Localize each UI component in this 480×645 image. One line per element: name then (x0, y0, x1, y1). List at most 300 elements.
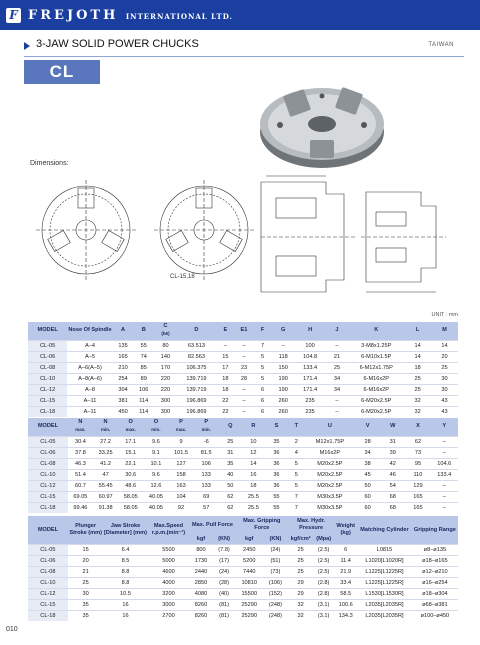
table-cell: – (235, 340, 254, 351)
model-cell: CL-06 (28, 556, 68, 567)
model-cell: CL-08 (28, 362, 67, 373)
table-cell: 32 (288, 600, 313, 611)
t2-header-cell (28, 418, 68, 436)
table-cell: 25 (326, 362, 349, 373)
table-cell: 40.05 (143, 502, 168, 513)
table-cell: 4000 (148, 578, 190, 589)
table-cell: A–8(A–6) (67, 373, 112, 384)
table-cell: 210 (113, 362, 134, 373)
table-cell: – (272, 340, 295, 351)
table-cell: L1225[L1225R] (357, 567, 412, 578)
t1-header-cell (133, 322, 154, 340)
unit-label: UNIT : mm (431, 312, 458, 318)
table-cell: 20 (68, 556, 104, 567)
chuck-photo (250, 70, 390, 175)
table-cell: 10 (242, 436, 265, 447)
table-cell: (24) (213, 567, 236, 578)
t2-header-cell (118, 418, 143, 436)
table-cell: 33.25 (93, 447, 118, 458)
t3-header-cylinder: Matching Cylinder (357, 516, 412, 545)
table-cell: (106) (263, 578, 288, 589)
t1-header-cell (154, 322, 177, 340)
table-cell: (2.8) (313, 589, 334, 600)
table-cell: M30x3.5P (305, 502, 355, 513)
model-cell: CL-18 (28, 611, 68, 622)
table-cell: (2.5) (313, 567, 334, 578)
table-cell: 36 (265, 458, 288, 469)
table-cell: 80 (154, 340, 177, 351)
table-cell: 16 (242, 469, 265, 480)
table-cell: 95 (405, 458, 430, 469)
table-cell: 23 (235, 362, 254, 373)
table-cell: 27.2 (93, 436, 118, 447)
table-cell: 101.5 (168, 447, 193, 458)
table-row (28, 502, 458, 513)
table-cell: ø100–ø450 (412, 611, 458, 622)
t1-header-sub: (h6) (161, 331, 170, 337)
table-cell: 45 (355, 469, 380, 480)
t2-header-cell (93, 418, 118, 436)
dimension-table-2 (28, 418, 458, 513)
table-cell: 30 (431, 384, 458, 395)
table-cell: 165 (405, 502, 430, 513)
table-cell: 260 (272, 406, 295, 417)
dimension-table-1 (28, 322, 458, 417)
t2-header-label: O (153, 419, 159, 426)
t2-header-label: N (103, 419, 108, 426)
model-cell: CL-08 (28, 458, 68, 469)
t1-header-label: L (415, 327, 420, 334)
brand-logo: F (6, 8, 21, 23)
table-cell: 14 (431, 340, 458, 351)
t1-header-cell (404, 322, 431, 340)
table-cell: 25290 (236, 611, 263, 622)
table-cell: 41.2 (93, 458, 118, 469)
table-row (28, 611, 458, 622)
table-cell: 10810 (236, 578, 263, 589)
t1-header-label: B (141, 327, 146, 334)
table-cell: 304 (113, 384, 134, 395)
table-cell: 170 (154, 362, 177, 373)
table-cell: 25 (404, 373, 431, 384)
table-cell: 6-M12x1.75P (348, 362, 404, 373)
table-cell: A–11 (67, 395, 112, 406)
t2-header-cell (242, 418, 265, 436)
table-cell: – (431, 491, 458, 502)
table-cell: 2440 (189, 567, 212, 578)
table-cell: 34 (326, 384, 349, 395)
table-row (28, 447, 458, 458)
table-cell: 40.05 (143, 491, 168, 502)
table-row (28, 589, 458, 600)
table-cell: L1020[L1020R] (357, 556, 412, 567)
country-label: TAIWAN (428, 42, 454, 48)
t2-header-label: X (416, 423, 420, 430)
table-cell: 29 (288, 589, 313, 600)
table-cell: 58.05 (118, 502, 143, 513)
table-row (28, 491, 458, 502)
table-cell: 5 (288, 480, 305, 491)
model-cell: CL-06 (28, 351, 67, 362)
table-cell: 150 (272, 362, 295, 373)
table-row (28, 340, 458, 351)
table-cell: 25 (288, 556, 313, 567)
table-cell: 104.8 (295, 351, 326, 362)
table-cell: 133.4 (295, 362, 326, 373)
section-title: 3-JAW SOLID POWER CHUCKS (36, 38, 199, 50)
table-cell: 5200 (236, 556, 263, 567)
table-cell: 135 (113, 340, 134, 351)
table-cell: 15 (68, 545, 104, 556)
model-cell: CL-12 (28, 589, 68, 600)
table-cell: – (235, 384, 254, 395)
t3-header-plunger: Plunger Stroke (mm) (68, 516, 104, 545)
table-cell: ø18–ø165 (412, 556, 458, 567)
t3-header-hydr-pressure: Max. Hydr. Pressure (288, 516, 334, 534)
table-cell: 139.719 (177, 373, 216, 384)
table-cell: 5000 (148, 556, 190, 567)
table-row (28, 362, 458, 373)
t1-header-label: M (442, 327, 447, 334)
table-cell: 9 (168, 436, 193, 447)
table-cell: 18 (216, 373, 235, 384)
table-cell: 5 (253, 351, 272, 362)
table-cell: A–6(A–5) (67, 362, 112, 373)
t1-header-cell (272, 322, 295, 340)
table-cell: 58.5 (334, 589, 357, 600)
table-cell: 8.5 (103, 556, 147, 567)
t2-header-label: N (78, 419, 83, 426)
table-cell: L1225[L1225R] (357, 578, 412, 589)
table-cell: – (326, 340, 349, 351)
table-cell: 69 (194, 491, 219, 502)
table-cell: (248) (263, 611, 288, 622)
table-row (28, 469, 458, 480)
t2-header-sub: min. (201, 427, 211, 433)
table-cell: 190 (272, 373, 295, 384)
table-cell: 92 (168, 502, 193, 513)
table-cell: 6-M20x2.5P (348, 395, 404, 406)
t1-header-label: K (374, 327, 379, 334)
table-cell: 36 (265, 447, 288, 458)
table-cell: 42 (380, 458, 405, 469)
table-cell: 62 (219, 491, 242, 502)
table-cell: 31 (219, 447, 242, 458)
table-cell: (152) (263, 589, 288, 600)
table-cell: 129 (405, 480, 430, 491)
t2-header-cell (194, 418, 219, 436)
table-cell: 22.1 (118, 458, 143, 469)
t2-header-label: T (294, 423, 299, 430)
table-cell: 25.5 (242, 491, 265, 502)
table-cell: 17.1 (118, 436, 143, 447)
t3-header-weight: Weight (kg) (334, 516, 357, 545)
table-cell: 51.4 (68, 469, 93, 480)
table-cell: 18 (404, 362, 431, 373)
table-cell: 5 (288, 458, 305, 469)
table-row (28, 578, 458, 589)
table-cell: 104 (168, 491, 193, 502)
model-cell: CL-05 (28, 340, 67, 351)
table-cell: (2.5) (313, 545, 334, 556)
table-cell: 33.4 (334, 578, 357, 589)
table-cell: 220 (154, 373, 177, 384)
t3-sub-grip-kgf: kgf (236, 534, 263, 545)
t2-header-label: P (204, 419, 209, 426)
table-cell: 15 (216, 351, 235, 362)
table-cell: 7 (253, 340, 272, 351)
table-cell: 43 (431, 406, 458, 417)
table-cell: 14 (242, 458, 265, 469)
table-cell: 134.3 (334, 611, 357, 622)
drawing-caption: CL-15,18 (170, 274, 195, 280)
specification-table (28, 516, 458, 621)
table-cell: 8.8 (103, 567, 147, 578)
table-cell: L0815 (357, 545, 412, 556)
t1-header-label: D (194, 327, 199, 334)
t3-sub-pull-kgf: kgf (189, 534, 212, 545)
table-cell: 34 (326, 373, 349, 384)
t1-header-label: Nose Of Spindle (68, 327, 112, 334)
table-cell: 100.6 (334, 600, 357, 611)
table-cell: (17) (213, 556, 236, 567)
table-row (28, 480, 458, 491)
table-cell: 7 (288, 502, 305, 513)
table-cell: 15.1 (118, 447, 143, 458)
model-cell: CL-12 (28, 384, 67, 395)
t2-header-label: V (365, 423, 370, 430)
t1-header-label: F (260, 327, 265, 334)
table-cell: 25.5 (242, 502, 265, 513)
table-cell: 82.563 (177, 351, 216, 362)
table-cell: 30.4 (68, 436, 93, 447)
t2-header-cell (68, 418, 93, 436)
t2-header-cell (405, 418, 430, 436)
table-cell: 6 (253, 384, 272, 395)
table-cell: 7440 (236, 567, 263, 578)
table-cell: 190 (272, 384, 295, 395)
table-cell: 36 (265, 480, 288, 491)
table-cell: 171.4 (295, 384, 326, 395)
table-cell: 32 (404, 406, 431, 417)
model-cell: CL-18 (28, 406, 67, 417)
table-cell: (2.5) (313, 556, 334, 567)
t1-header-cell (326, 322, 349, 340)
table-cell: 14 (404, 340, 431, 351)
table-cell: 32 (404, 395, 431, 406)
table-cell: 74 (133, 351, 154, 362)
table-cell: 3200 (148, 589, 190, 600)
model-cell: CL-15 (28, 395, 67, 406)
table-cell: 21.9 (334, 567, 357, 578)
table-cell: (73) (263, 567, 288, 578)
t2-header-cell (265, 418, 288, 436)
table-row (28, 406, 458, 417)
table-cell: 25 (68, 578, 104, 589)
table-cell: (3.1) (313, 600, 334, 611)
table-cell: 46.3 (68, 458, 93, 469)
t2-header-sub: min. (100, 427, 111, 433)
model-cell: CL-08 (28, 567, 68, 578)
table-cell: 35 (68, 600, 104, 611)
table-cell: 118 (272, 351, 295, 362)
table-cell: ø12–ø210 (412, 567, 458, 578)
table-cell: A–8 (67, 384, 112, 395)
t3-sub-grip-kn: (KN) (263, 534, 288, 545)
table-cell: (28) (213, 578, 236, 589)
table-cell: L2035[L2035R] (357, 611, 412, 622)
t1-header-label: MODEL (37, 327, 58, 334)
table-cell: 300 (154, 395, 177, 406)
table-cell: L2035[L2035R] (357, 600, 412, 611)
table-cell: 25 (288, 567, 313, 578)
table-cell: 4600 (148, 567, 190, 578)
model-cell: CL-10 (28, 578, 68, 589)
t2-header-cell (288, 418, 305, 436)
table-cell: 139.719 (177, 384, 216, 395)
table-cell: 3-M8x1.25P (348, 340, 404, 351)
table-cell: 60.7 (68, 480, 93, 491)
table-cell: 48.6 (118, 480, 143, 491)
table-cell: 220 (154, 384, 177, 395)
table-cell: 9.1 (143, 447, 168, 458)
table-cell: 60 (355, 502, 380, 513)
table-row (28, 373, 458, 384)
table-cell: 30 (431, 373, 458, 384)
t1-header-cell (216, 322, 235, 340)
table-cell: 40 (219, 469, 242, 480)
table-cell: 58.05 (118, 491, 143, 502)
table-cell: 17 (216, 362, 235, 373)
table-cell: (51) (263, 556, 288, 567)
table-cell: ø8–ø135 (412, 545, 458, 556)
t3-header-grip-force: Max. Gripping Force (236, 516, 288, 534)
table-cell: 25290 (236, 600, 263, 611)
t1-header-cell (235, 322, 254, 340)
table-row (28, 556, 458, 567)
t2-header-sub: max. (125, 427, 136, 433)
table-cell: 32 (288, 611, 313, 622)
table-cell: 57 (194, 502, 219, 513)
table-cell: 158 (168, 469, 193, 480)
table-cell: 10.5 (103, 589, 147, 600)
t2-header-cell (431, 418, 458, 436)
table-cell: 81.5 (194, 447, 219, 458)
table-cell: 15500 (236, 589, 263, 600)
table-cell: 16 (103, 611, 147, 622)
t1-header-cell (28, 322, 67, 340)
table-cell: 106.375 (177, 362, 216, 373)
table-cell: 5 (253, 373, 272, 384)
t2-header-cell (168, 418, 193, 436)
table-cell: 2450 (236, 545, 263, 556)
t2-header-label: S (274, 423, 279, 430)
table-cell: 54 (380, 480, 405, 491)
model-cell: CL-05 (28, 545, 68, 556)
table-cell: 1730 (189, 556, 212, 567)
table-cell: A–11 (67, 406, 112, 417)
t1-header-label: E1 (240, 327, 248, 334)
table-cell: 85 (133, 362, 154, 373)
table-cell: (248) (263, 600, 288, 611)
t3-sub-hydr-mpa: (Mpa) (313, 534, 334, 545)
table-cell: 62 (219, 502, 242, 513)
t1-header-cell (113, 322, 134, 340)
table-cell: 68 (380, 491, 405, 502)
table-cell: 35 (265, 436, 288, 447)
table-cell: 800 (189, 545, 212, 556)
table-row (28, 458, 458, 469)
table-cell: 36 (265, 469, 288, 480)
table-cell: 133 (194, 469, 219, 480)
model-cell: CL-10 (28, 469, 68, 480)
table-cell: 21 (326, 351, 349, 362)
table-cell: 55.45 (93, 480, 118, 491)
table-cell: 21 (68, 567, 104, 578)
table-cell: M12x1.75P (305, 436, 355, 447)
t2-header-label: MODEL (37, 423, 59, 430)
model-cell: CL-15 (28, 600, 68, 611)
table-cell: (40) (213, 589, 236, 600)
table-cell: 6-M16x2P (348, 373, 404, 384)
table-cell: 60.97 (93, 491, 118, 502)
model-cell: CL-06 (28, 447, 68, 458)
table-cell: 25 (288, 545, 313, 556)
table-cell: 35 (219, 458, 242, 469)
table-cell: 235 (295, 406, 326, 417)
t3-header-pull-force: Max. Pull Force (189, 516, 235, 534)
table-cell: L1530[L1530R] (357, 589, 412, 600)
t3-sub-hydr-kgf: kgf/cm² (288, 534, 313, 545)
table-cell: (24) (263, 545, 288, 556)
t2-header-label: Y (442, 423, 447, 430)
table-cell: 163 (168, 480, 193, 491)
table-cell: 20 (431, 351, 458, 362)
table-cell: M20x2.5P (305, 480, 355, 491)
table-cell: 6 (253, 406, 272, 417)
title-bullet-icon (24, 42, 30, 50)
table-cell: 300 (154, 406, 177, 417)
t2-header-cell (219, 418, 242, 436)
table-cell: 106 (194, 458, 219, 469)
t1-header-cell (348, 322, 404, 340)
t2-header-sub: max. (75, 427, 86, 433)
table-cell: – (431, 447, 458, 458)
table-cell: 68 (380, 502, 405, 513)
t2-header-label: U (327, 423, 332, 430)
table-row (28, 436, 458, 447)
model-cell: CL-05 (28, 436, 68, 447)
t1-header-label: G (281, 327, 286, 334)
model-cell: CL-15 (28, 491, 68, 502)
table-cell: 25 (404, 384, 431, 395)
brand-name-suffix: INTERNATIONAL LTD. (125, 12, 233, 21)
table-row (28, 384, 458, 395)
table-cell: 165 (113, 351, 134, 362)
table-cell: 8.8 (103, 578, 147, 589)
t1-header-cell (431, 322, 458, 340)
table-cell: A–4 (67, 340, 112, 351)
table-cell: A–5 (67, 351, 112, 362)
t1-header-cell (253, 322, 272, 340)
t2-header-label: Q (228, 423, 233, 430)
t1-header-label: H (308, 327, 313, 334)
table-row (28, 351, 458, 362)
t2-header-label: W (390, 423, 396, 430)
brand-header-bar (0, 0, 480, 30)
table-cell: 37.8 (68, 447, 93, 458)
table-cell: 34 (355, 447, 380, 458)
